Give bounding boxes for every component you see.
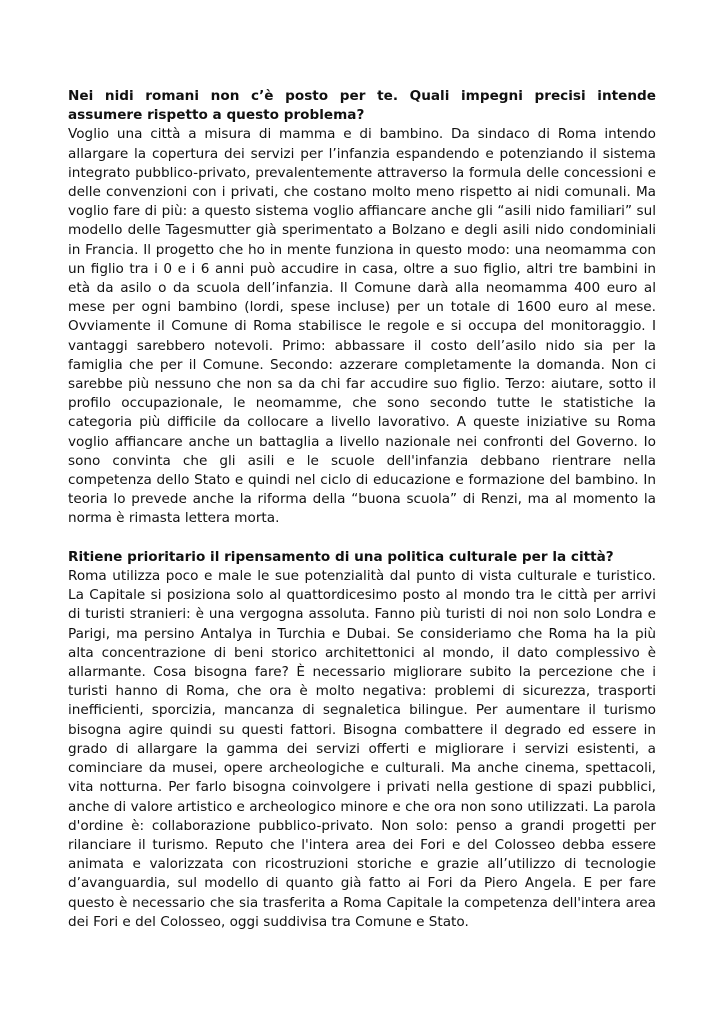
question-heading: Ritiene prioritario il ripensamento di una politica culturale per la città? <box>68 548 614 565</box>
question-heading: Nei nidi romani non c’è posto per te. Quali impegni precisi intende assumere rispetto a questo problema? <box>68 88 656 124</box>
answer-paragraph: Voglio una città a misura di mamma e di bambino. Da sindaco di Roma intendo allargare la copertura dei servizi per l’infanzia espandendo e potenziando il sistema integrato pubblico-privato, prevalentemente attraverso la formula delle concessioni e delle convenzioni con i privati, che costano molto meno rispetto ai nidi comunali. Ma voglio fare di più: a questo sistema voglio affiancare anche gli “asili nido familiari” sul modello delle Tagesmutter già sperimentato a Bolzano e degli asili nido condominiali in Francia. Il progetto che ho in mente funziona in questo modo: una neomamma con un figlio tra i 0 e i 6 anni può accudire in casa, oltre a suo figlio, altri tre bambini in età da asilo o da scuola dell’infanzia. Il Comune darà alla neomamma 400 euro al mese per ogni bambino (lordi, spese incluse) per un totale di 1600 euro al mese. Ovviamente il Comune di Roma stabilisce le regole e si occupa del monitoraggio. I vantaggi sarebbero notevoli. Primo: abbassare il costo dell’asilo nido sia per la famiglia che per il Comune. Secondo: azzerare completamente la domanda. Non ci sarebbe più nessuno che non sa da chi far accudire suo figlio. Terzo: aiutare, sotto il profilo occupazionale, le neomamme, che sono secondo tutte le statistiche la categoria più difficile da collocare a livello lavorativo. A queste iniziative su Roma voglio affiancare anche un battaglia a livello nazionale nei confronti del Governo. Io sono convinta che gli asili e le scuole dell'infanzia debbano rientrare nella competenza dello Stato e quindi nel ciclo di educazione e formazione del bambino. In teoria lo prevede anche la riforma della “buona scuola” di Renzi, ma al momento la norma è rimasta lettera morta. <box>68 126 656 527</box>
document-page <box>68 87 656 932</box>
paragraph-spacer <box>68 529 656 548</box>
answer-paragraph: Roma utilizza poco e male le sue potenzialità dal punto di vista culturale e turistico. La Capitale si posiziona solo al quattordicesimo posto al mondo tra le città per arrivi di turisti stranieri: è una vergogna assoluta. Fanno più turisti di noi non solo Londra e Parigi, ma persino Antalya in Turchia e Dubai. Se consideriamo che Roma ha la più alta concentrazione di beni storico architettonici al mondo, il dato complessivo è allarmante. Cosa bisogna fare? È necessario migliorare subito la percezione che i turisti hanno di Roma, che ora è molto negativa: problemi di sicurezza, trasporti inefficienti, sporcizia, mancanza di segnaletica bilingue. Per aumentare il turismo bisogna agire quindi su questi fattori. Bisogna combattere il degrado ed essere in grado di allargare la gamma dei servizi offerti e migliorare i servizi esistenti, a cominciare da musei, opere archeologiche e culturali. Ma anche cinema, spettacoli, vita notturna. Per farlo bisogna coinvolgere i privati nella gestione di spazi pubblici, anche di valore artistico e archeologico minore e che ora non sono utilizzati. La parola d'ordine è: collaborazione pubblico-privato. Non solo: penso a grandi progetti per rilanciare il turismo. Reputo che l'intera area dei Fori e del Colosseo debba essere animata e valorizzata con ricostruzioni storiche e grazie all’utilizzo di tecnologie d’avanguardia, sul modello di quanto già fatto ai Fori da Piero Angela. E per fare questo è necessario che sia trasferita a Roma Capitale la competenza dell'intera area dei Fori e del Colosseo, oggi suddivisa tra Comune e Stato. <box>68 568 656 930</box>
